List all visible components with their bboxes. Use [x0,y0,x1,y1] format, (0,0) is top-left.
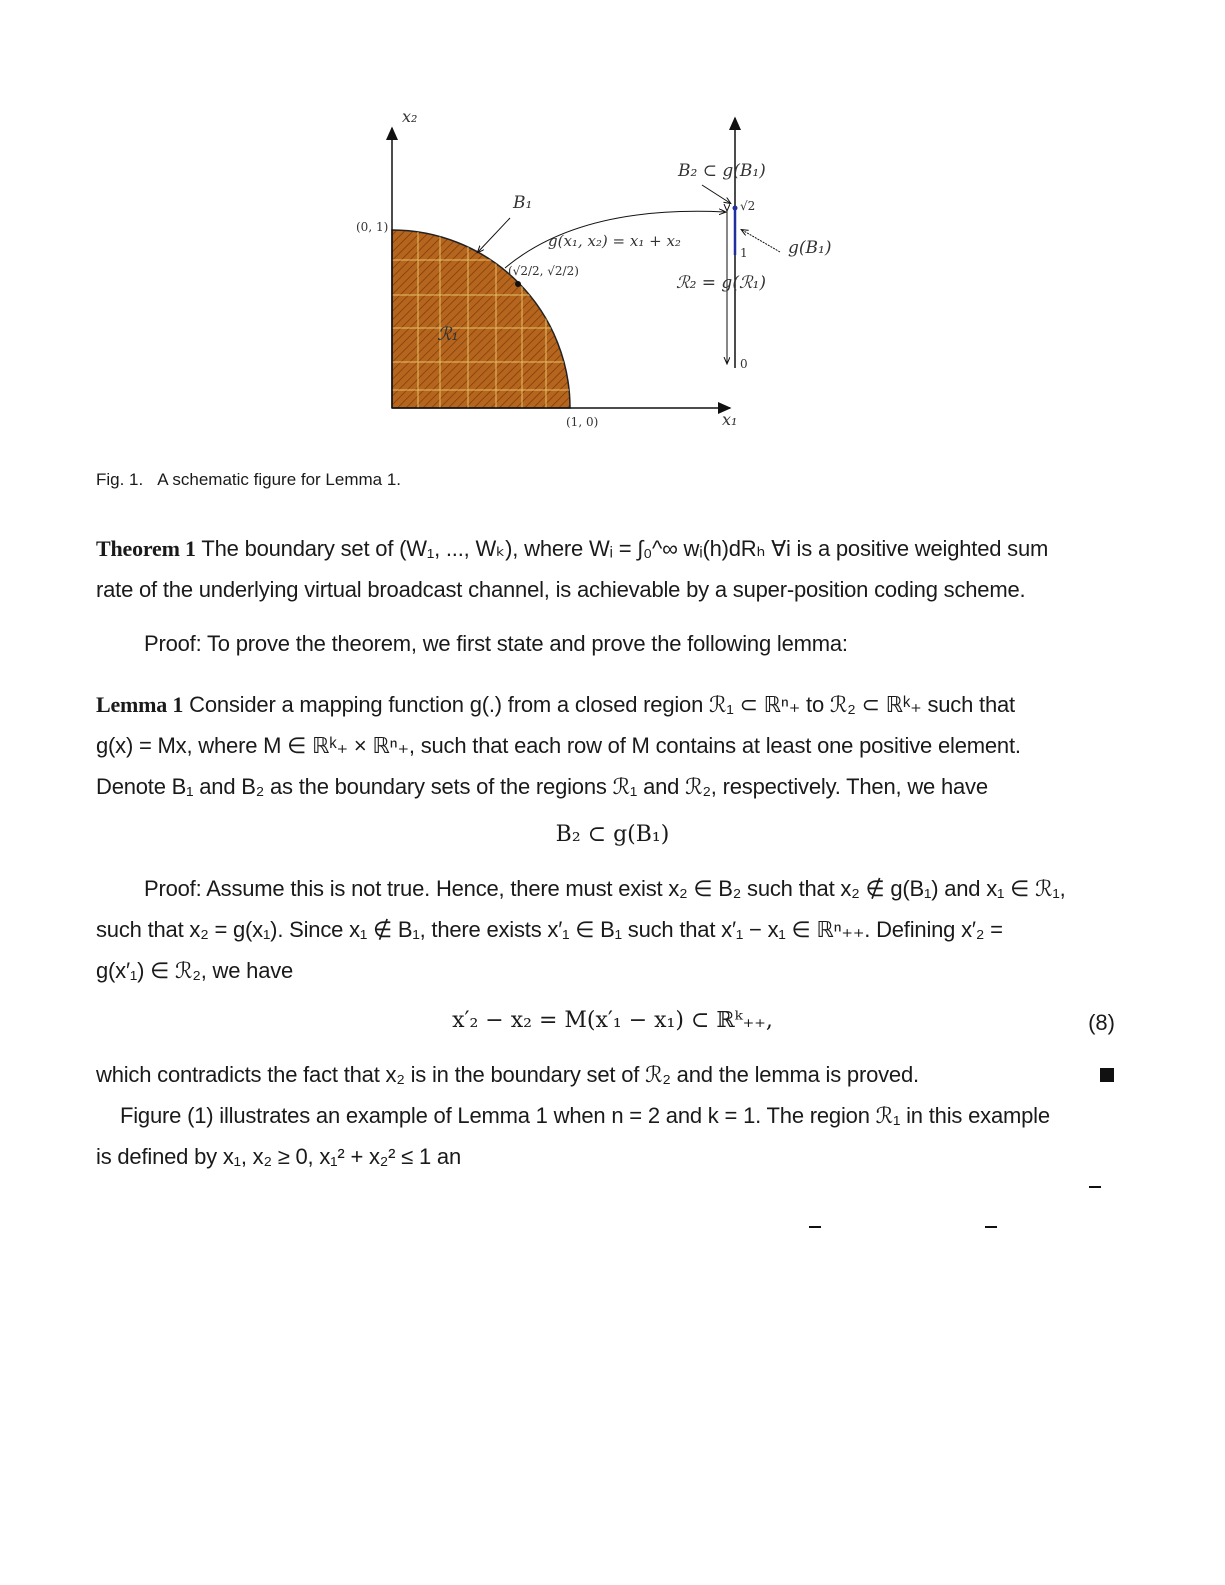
figure-illustration [96,1095,1116,1177]
lemma-figure [340,100,860,440]
caption-label: Fig. 1. [96,470,144,489]
label-gb1: g(B₁) [788,238,832,258]
illustration-line-2: is defined by x₁, x₂ ≥ 0, x₁² + x₂² ≤ 1 an [96,1144,461,1169]
point-marker [515,281,521,287]
qed-symbol [1100,1068,1114,1082]
label-b1: B₁ [513,193,533,213]
lemma-equation: B₂ ⊂ g(B₁) [555,822,670,847]
theorem-block [96,528,1116,610]
proof-conclusion: which contradicts the fact that x₂ is in the boundary set of ℛ₂ and the lemma is proved. [96,1062,919,1087]
lemma-block [96,684,1116,807]
proof-lemma [96,868,1116,991]
label-point: (√2/2, √2/2) [508,264,579,278]
lemma-line-2: g(x) = Mx, where M ∈ ℝᵏ₊ × ℝⁿ₊, such that each row of M contains at least one positive element. [96,733,1021,758]
theorem-title: Theorem 1 [96,536,196,561]
label-r2: ℛ₂ = g(ℛ₁) [676,273,766,293]
b1-pointer [478,218,510,252]
proof-line-3: g(x′₁) ∈ ℛ₂, we have [96,958,294,983]
gb1-pointer [742,230,780,252]
equation-8: x′₂ − x₂ = M(x′₁ − x₁) ⊂ ℝᵏ₊₊, [452,1008,773,1033]
proof-intro: Proof: To prove the theorem, we first state and prove the following lemma: [144,631,848,656]
figure-caption [96,470,401,490]
theorem-line-1 [96,528,1116,569]
proof-line-2: such that x₂ = g(x₁). Since x₁ ∉ B₁, there exists x′₁ ∈ B₁ such that x′₁ − x₁ ∈ ℝⁿ₊₊. Defining x′₂ = [96,917,1003,942]
b2-pointer [702,185,730,203]
stray-dash [1089,1186,1101,1188]
stray-dash [809,1226,821,1228]
illustration-line-1: Figure (1) illustrates an example of Lemma 1 when n = 2 and k = 1. The region ℛ₁ in this example [120,1103,1050,1128]
label-one: 1 [740,246,748,260]
label-r1: ℛ₁ [437,324,459,345]
label-p01: (0, 1) [356,220,389,234]
lemma-text-1: Consider a mapping function g(.) from a closed region ℛ₁ ⊂ ℝⁿ₊ to ℛ₂ ⊂ ℝᵏ₊ such that [189,692,1015,717]
label-x1: x₁ [722,410,738,429]
lemma-line-3: Denote B₁ and B₂ as the boundary sets of the regions ℛ₁ and ℛ₂, respectively. Then, we have [96,774,988,799]
label-p10: (1, 0) [566,415,599,429]
proof-line-1: Proof: Assume this is not true. Hence, there must exist x₂ ∈ B₂ such that x₂ ∉ g(B₁) and x₁ ∈ ℛ₁, [144,876,1066,901]
label-sqrt2: √2 [740,199,756,213]
theorem-line-2: rate of the underlying virtual broadcast channel, is achievable by a super-position coding scheme. [96,577,1026,602]
stray-dash [985,1226,997,1228]
lemma-title: Lemma 1 [96,692,184,717]
label-zero: 0 [740,357,748,371]
caption-text: A schematic figure for Lemma 1. [157,470,402,489]
lemma-line-1 [96,684,1116,725]
equation-8-number: (8) [1088,1010,1115,1035]
theorem-text-1: The boundary set of (W₁, ..., Wₖ), where Wᵢ = ∫₀^∞ wᵢ(h)dRₕ ∀i is a positive weighted sum [201,536,1049,561]
label-mapping: g(x₁, x₂) = x₁ + x₂ [548,232,681,250]
label-b2-subset: B₂ ⊂ g(B₁) [678,161,766,181]
label-x2: x₂ [402,107,418,126]
region-r1 [392,230,570,408]
